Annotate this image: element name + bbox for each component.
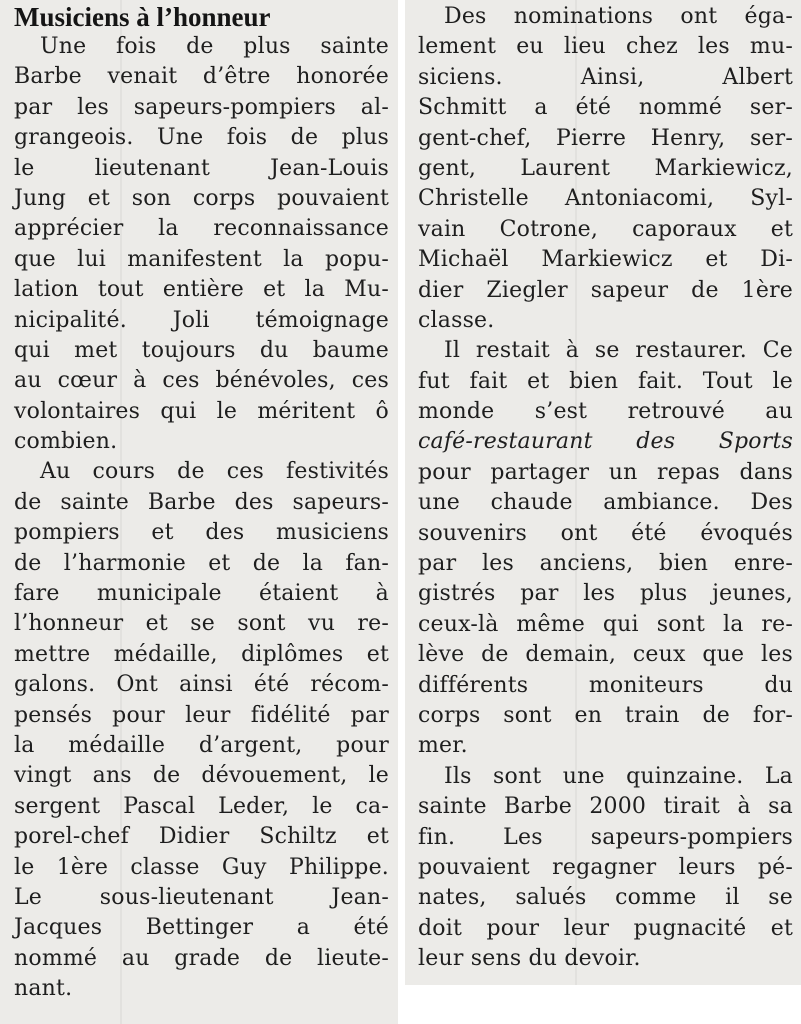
- article-headline: Musiciens à l’honneur: [14, 2, 271, 32]
- article-text-line: fare municipale étaient à: [14, 581, 389, 607]
- article-right-column: [418, 2, 793, 975]
- article-text-line: gent, Laurent Markiewicz,: [418, 155, 793, 181]
- article-text-line: Le sous-lieutenant Jean-: [14, 884, 389, 910]
- article-text-line: Une fois de plus sainte: [40, 34, 389, 59]
- article-text-line: pompiers et des musiciens: [14, 520, 389, 546]
- article-text-line: monde s’est retrouvé au: [418, 399, 793, 425]
- article-text-line: Barbe venait d’être honorée: [14, 64, 389, 90]
- article-text-line: Schmitt a été nommé ser-: [418, 95, 793, 121]
- article-text-line: galons. Ont ainsi été récom-: [14, 672, 389, 698]
- article-text-line: de sainte Barbe des sapeurs-: [14, 489, 389, 515]
- article-text-line: par les sapeurs-pompiers al-: [14, 94, 389, 120]
- article-text-line: pour partager un repas dans: [418, 459, 793, 485]
- article-text-line: dier Ziegler sapeur de 1ère: [418, 277, 793, 303]
- article-text-line: ceux-là même qui sont la re-: [418, 611, 793, 637]
- article-text-line: nommé au grade de lieute-: [14, 945, 389, 971]
- article-text-line: par les anciens, bien enre-: [418, 551, 793, 577]
- article-text-line: l’honneur et se sont vu re-: [14, 611, 389, 637]
- article-text-line: porel-chef Didier Schiltz et: [14, 824, 389, 850]
- article-text-line: sainte Barbe 2000 tirait à sa: [418, 794, 793, 820]
- article-text-line: nant.: [14, 976, 73, 1002]
- article-text-line: volontaires qui le méritent ô: [14, 398, 389, 424]
- article-text-line: le lieutenant Jean-Louis: [14, 155, 389, 181]
- article-text-line: vingt ans de dévouement, le: [14, 763, 389, 789]
- article-text-line: sergent Pascal Leder, le ca-: [14, 793, 389, 819]
- article-text-line: siciens. Ainsi, Albert: [418, 64, 793, 90]
- article-text-line: nates, salués comme il se: [418, 885, 793, 911]
- article-text-line: une chaude ambiance. Des: [418, 490, 793, 516]
- article-text-line: mer.: [418, 733, 468, 759]
- article-text-line: nicipalité. Joli témoignage: [14, 307, 389, 333]
- article-text-line: lation tout entière et la Mu-: [14, 277, 389, 303]
- article-left-column: [14, 2, 389, 1005]
- article-text-line: que lui manifestent la popu-: [14, 246, 389, 272]
- article-text-line: souvenirs ont été évoqués: [418, 520, 793, 546]
- article-text-line: gistrés par les plus jeunes,: [418, 581, 793, 607]
- article-text-line: apprécier la reconnaissance: [14, 216, 389, 242]
- article-text-line: Jacques Bettinger a été: [14, 915, 389, 941]
- article-text-line: pouvaient regagner leurs pé-: [418, 854, 793, 880]
- article-text-line: Il restait à se restaurer. Ce: [444, 338, 793, 364]
- article-body-left: [14, 32, 389, 1005]
- article-text-line: le 1ère classe Guy Philippe.: [14, 854, 389, 880]
- article-text-line: Michaël Markiewicz et Di-: [418, 247, 793, 273]
- article-text-line: lement eu lieu chez les mu-: [418, 34, 793, 60]
- article-text-line: combien.: [14, 429, 118, 455]
- article-text-line: Ils sont une quinzaine. La: [444, 763, 793, 789]
- article-text-line: doit pour leur pugnacité et: [418, 915, 793, 941]
- article-text-line: Christelle Antoniacomi, Syl-: [418, 186, 793, 212]
- article-text-line: de l’harmonie et de la fan-: [14, 550, 389, 576]
- article-text-line: fut fait et bien fait. Tout le: [418, 368, 793, 394]
- article-text-line: grangeois. Une fois de plus: [14, 125, 389, 151]
- article-body-right: [418, 2, 793, 975]
- article-text-line: fin. Les sapeurs-pompiers: [418, 824, 793, 850]
- article-text-line: Au cours de ces festivités: [40, 459, 389, 485]
- article-text-line: différents moniteurs du: [418, 672, 793, 698]
- article-text-line: qui met toujours du baume: [14, 337, 389, 363]
- article-text-line: lève de demain, ceux que les: [418, 642, 793, 668]
- article-text-line: gent-chef, Pierre Henry, ser-: [418, 125, 793, 151]
- article-text-line: vain Cotrone, caporaux et: [418, 216, 793, 242]
- article-text-line: Des nominations ont éga-: [444, 4, 793, 29]
- article-text-line: classe.: [418, 307, 495, 333]
- article-text-line: leur sens du devoir.: [418, 946, 641, 972]
- article-text-line: au cœur à ces bénévoles, ces: [14, 368, 389, 394]
- article-text-line: Jung et son corps pouvaient: [14, 185, 389, 211]
- article-text-line: corps sont en train de for-: [418, 702, 793, 728]
- article-text-line: pensés pour leur fidélité par: [14, 702, 389, 728]
- article-text-line: café-restaurant des Sports: [418, 429, 793, 455]
- article-text-line: mettre médaille, diplômes et: [14, 641, 389, 667]
- article-text-line: la médaille d’argent, pour: [14, 732, 389, 758]
